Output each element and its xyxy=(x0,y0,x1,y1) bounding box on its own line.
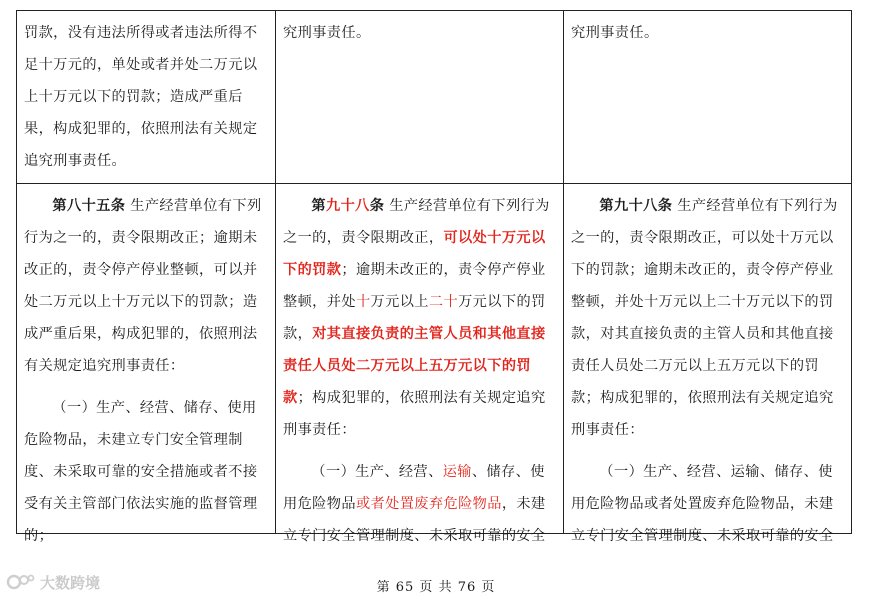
changed-text: 运输 xyxy=(442,464,472,480)
changed-text: 可以处十万元以下的罚款 xyxy=(283,230,546,278)
table-cell-old-law xyxy=(17,11,276,184)
article-text: ；构成犯罪的，依照刑法有关规定追究刑事责任： xyxy=(283,390,546,438)
table-cell-draft xyxy=(276,11,564,184)
cell-text: 究刑事责任。 xyxy=(571,25,659,41)
table-row xyxy=(17,184,852,534)
cell-text: 究刑事责任。 xyxy=(283,25,371,41)
article-text: 生产经营单位有下列行为之一的，责令限期改正；逾期未改正的，责令停产停业整顿，可以并处二万元以上十万元以下的罚款；造成严重后果，构成犯罪的，依照刑法有关规定追究刑事责任： xyxy=(24,198,262,374)
article-item xyxy=(283,456,556,552)
comparison-table xyxy=(16,10,852,544)
article-number-prefix: 第 xyxy=(311,198,326,214)
article-number: 第八十五条 xyxy=(52,198,126,214)
article-item: （一）生产、经营、运输、储存、使用危险物品或者处置废弃危险物品，未建立专门安全管理制度、未采取可靠的安全 xyxy=(571,464,834,544)
article-number xyxy=(311,198,384,214)
watermark-text: 大数跨境 xyxy=(40,573,101,592)
article-text: 万元以下的罚款， xyxy=(283,294,546,342)
table-cell-new-law xyxy=(564,11,852,184)
table-cell-new-law xyxy=(564,184,852,544)
changed-text: 对其直接负责的主管人员和其他直接责任人员处二万元以上五万元以下的罚款 xyxy=(283,326,546,406)
article-number-suffix: 条 xyxy=(369,198,385,214)
article-number-changed: 九十八 xyxy=(325,198,370,214)
item-text: ，未建立专门安全管理制度、未采取可靠的安全 xyxy=(283,496,546,544)
changed-text: 十 xyxy=(355,294,371,310)
article-paragraph xyxy=(571,190,844,446)
changed-text: 二十 xyxy=(428,294,459,310)
table-row xyxy=(17,11,852,184)
article-text: 生产经营单位有下列行为之一的，责令限期改正， xyxy=(283,198,550,246)
article-item: （一）生产、经营、储存、使用危险物品，未建立专门安全管理制度、未采取可靠的安全措施或者不接受有关主管部门依法实施的监督管理的； xyxy=(24,400,258,544)
page-number: 第 65 页 共 76 页 xyxy=(376,580,496,595)
article-number: 第九十八条 xyxy=(599,198,673,214)
changed-text: 或者处置废弃危险物品 xyxy=(355,496,502,512)
cell-text: 罚款，没有违法所得或者违法所得不足十万元的，单处或者并处二万元以上十万元以下的罚款；造成严重后果，构成犯罪的，依照刑法有关规定追究刑事责任。 xyxy=(24,25,258,169)
article-paragraph xyxy=(24,190,268,382)
item-text: （一）生产、经营、 xyxy=(311,464,443,480)
article-text: 生产经营单位有下列行为之一的，责令限期改正，可以处十万元以下的罚款；逾期未改正的，责令停产停业整顿，并处十万元以上二十万元以下的罚款，对其直接负责的主管人员和其他直接责任人员处二万元以上五万元以下的罚款；构成犯罪的，依照刑法有关规定追究刑事责任： xyxy=(571,198,838,438)
article-text: ；逾期未改正的，责令停产停业整顿，并处 xyxy=(283,262,546,310)
table-cell-draft xyxy=(276,184,564,544)
table-cell-old-law xyxy=(17,184,276,544)
article-paragraph xyxy=(283,190,556,446)
article-text: 万元以上 xyxy=(370,294,429,310)
item-text: 、储存、使用危险物品 xyxy=(283,464,545,512)
